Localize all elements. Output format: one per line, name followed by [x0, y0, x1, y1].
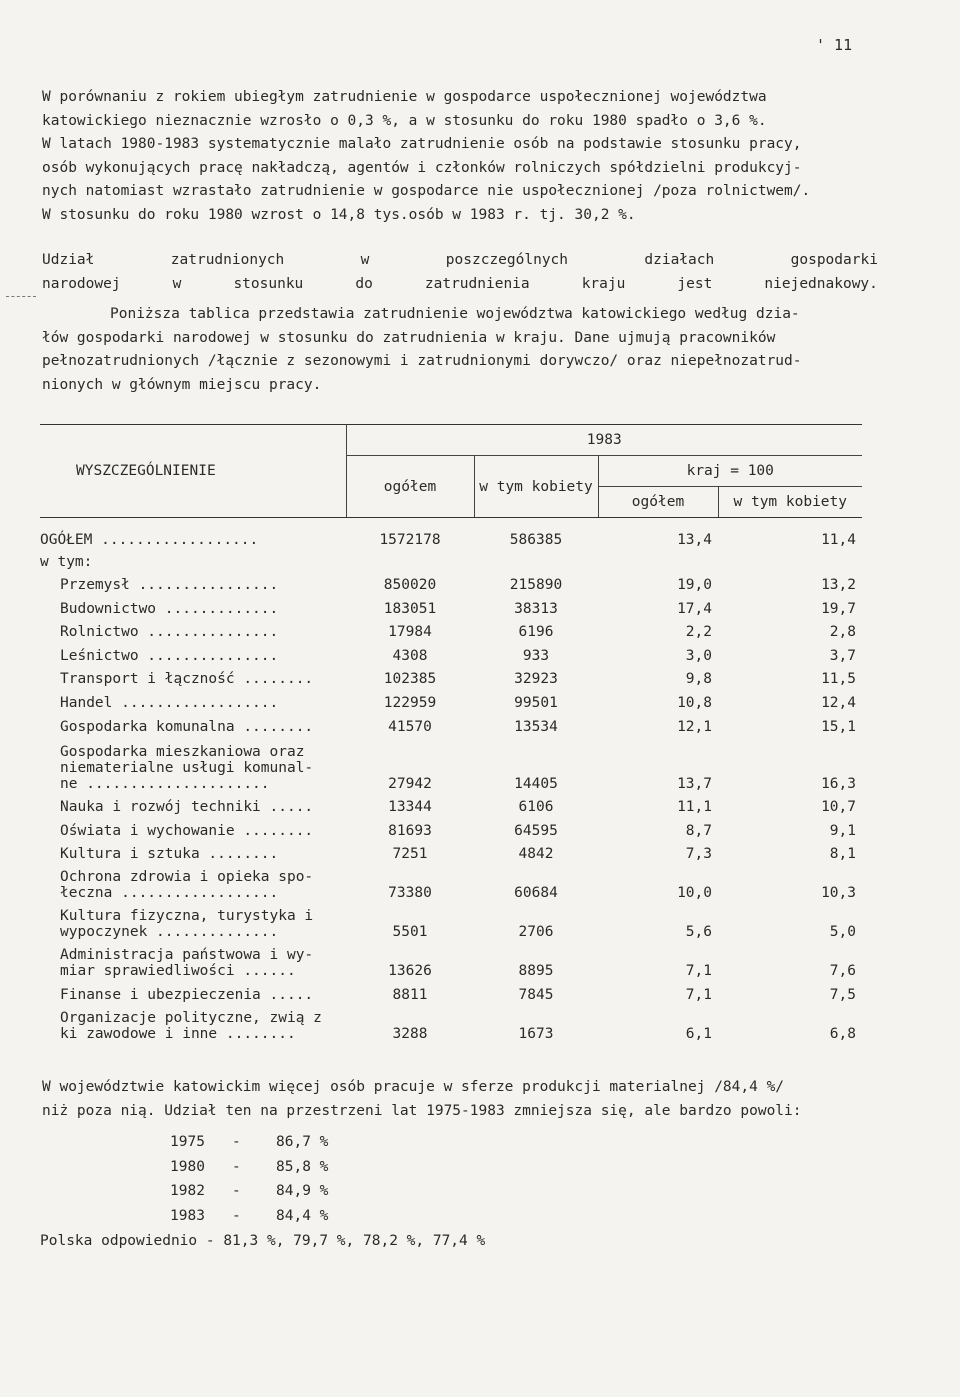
table-row	[40, 711, 862, 735]
cell-total: 13344	[388, 799, 432, 816]
cell-kraj-women: 11,4	[821, 531, 856, 548]
cell-kraj-women: 10,7	[821, 799, 856, 816]
cell-total: 27942	[388, 775, 432, 792]
polska-line: Polska odpowiednio - 81,3 %, 79,7 %, 78,2 %, 77,4 %	[40, 1233, 486, 1249]
cell-kraj-women: 16,3	[821, 775, 856, 792]
heading-word: działach	[644, 252, 715, 268]
cell-kraj-women: 7,6	[829, 963, 856, 980]
text-line: Poniższa tablica przedstawia zatrudnienie województwa katowickiego według dzia-	[110, 306, 800, 322]
table-intro-paragraph	[42, 303, 872, 397]
year-value: 85,8 %	[276, 1158, 329, 1175]
row-label: Finanse i ubezpieczenia .....	[60, 987, 314, 1004]
cell-women: 13534	[514, 718, 558, 735]
page-number: ' 11	[816, 36, 853, 54]
row-label: Administracja państwowa i wy- miar sprawiedliwości ......	[60, 947, 314, 980]
cell-kraj-women: 12,4	[821, 695, 856, 712]
cell-total: 13626	[388, 963, 432, 980]
cell-women: 14405	[514, 775, 558, 792]
heading-word: narodowej	[42, 276, 121, 292]
cell-total: 3288	[392, 1026, 428, 1043]
cell-kraj-total: 6,1	[685, 1026, 712, 1043]
column-header-year: 1983	[346, 425, 862, 456]
dash: -	[232, 1134, 241, 1150]
year-row	[170, 1155, 328, 1180]
cell-women	[474, 548, 598, 570]
cell-kraj-total: 7,1	[685, 963, 712, 980]
row-label: Gospodarka mieszkaniowa oraz niematerialne usługi komunal- ne .....................	[60, 743, 314, 792]
cell-women: 60684	[514, 885, 558, 902]
column-header-label: WYSZCZEGÓLNIENIE	[40, 425, 346, 518]
cell-women: 32923	[514, 671, 558, 688]
cell-kraj-total: 10,0	[677, 885, 712, 902]
cell-women: 38313	[514, 600, 558, 617]
cell-kraj-total: 13,4	[677, 531, 712, 548]
cell-women: 586385	[509, 531, 563, 548]
cell-kraj-women: 19,7	[821, 600, 856, 617]
heading-word: zatrudnionych	[170, 252, 285, 268]
year-value: 86,7 %	[276, 1134, 329, 1150]
cell-total: 73380	[388, 885, 432, 902]
row-label: Leśnictwo ...............	[60, 647, 279, 664]
text-line: osób wykonujących pracę nakładczą, agentów i członków rolniczych spółdzielni produkcyj-	[42, 159, 802, 176]
cell-kraj-total	[598, 548, 718, 570]
cell-kraj-total: 7,1	[685, 987, 712, 1004]
cell-total: 850020	[383, 577, 437, 594]
cell-total: 183051	[383, 600, 437, 617]
cell-total: 102385	[383, 671, 437, 688]
row-label: w tym:	[40, 553, 93, 570]
cell-kraj-total: 3,0	[685, 647, 712, 664]
cell-kraj-women: 8,1	[829, 846, 856, 863]
cell-kraj-total: 5,6	[685, 924, 712, 941]
table-row	[40, 979, 862, 1003]
heading-word: jest	[677, 276, 713, 292]
table-row	[40, 518, 862, 548]
cell-kraj-women: 9,1	[829, 822, 856, 839]
cell-total: 7251	[392, 846, 428, 863]
heading-word: Udział	[42, 252, 95, 268]
cell-women: 99501	[514, 695, 558, 712]
text-line: W województwie katowickim więcej osób pracuje w sferze produkcji materialnej /84,4 %/	[42, 1079, 785, 1095]
text-line: pełnozatrudnionych /łącznie z sezonowymi i zatrudnionymi dorywczo/ oraz niepełnozatrud-	[42, 353, 802, 369]
heading-word: gospodarki	[790, 252, 878, 268]
table-row	[40, 815, 862, 839]
column-header-women: w tym kobiety	[474, 456, 598, 518]
dash: -	[232, 1207, 241, 1224]
dash: -	[232, 1158, 241, 1175]
year: 1982	[170, 1183, 205, 1199]
column-header-kraj: kraj = 100	[598, 456, 862, 487]
cell-kraj-total: 9,8	[685, 671, 712, 688]
cell-kraj-total: 8,7	[685, 822, 712, 839]
row-label: Rolnictwo ...............	[60, 624, 279, 641]
cell-total: 5501	[392, 924, 428, 941]
year: 1975	[170, 1134, 205, 1150]
cell-women: 215890	[509, 577, 563, 594]
cell-women: 933	[522, 647, 550, 664]
table-row	[40, 862, 862, 901]
table-body	[40, 518, 862, 1043]
row-label: Kultura fizyczna, turystyka i wypoczynek ..............	[60, 908, 314, 941]
cell-women: 6106	[518, 799, 554, 816]
intro-paragraph	[42, 86, 872, 227]
text-line: nionych w głównym miejscu pracy.	[42, 376, 322, 393]
cell-kraj-women: 6,8	[829, 1026, 856, 1043]
text-line: W latach 1980-1983 systematycznie malało zatrudnienie osób na podstawie stosunku pracy,	[42, 136, 802, 152]
table-row	[40, 1003, 862, 1042]
column-header-total: ogółem	[346, 456, 474, 518]
cell-kraj-women: 7,5	[829, 987, 856, 1004]
section-heading	[42, 248, 878, 296]
year-row	[170, 1179, 328, 1204]
row-label: Przemysł ................	[60, 577, 279, 594]
cell-women: 6196	[518, 624, 554, 641]
column-header-kraj-women: w tym kobiety	[733, 494, 847, 510]
cell-women: 2706	[518, 924, 554, 941]
heading-line-1	[42, 248, 878, 272]
heading-line-2	[42, 272, 878, 296]
row-label: OGÓŁEM ..................	[40, 531, 259, 548]
row-label: Gospodarka komunalna ........	[60, 718, 314, 735]
cell-women: 4842	[518, 846, 554, 863]
cell-kraj-total: 13,7	[677, 775, 712, 792]
year-row	[170, 1130, 328, 1155]
column-header-kraj-total: ogółem	[598, 487, 718, 518]
text-line: W stosunku do roku 1980 wzrost o 14,8 tys.osób w 1983 r. tj. 30,2 %.	[42, 206, 636, 223]
heading-word: zatrudnienia	[424, 276, 530, 292]
cell-women: 8895	[518, 963, 554, 980]
cell-total	[346, 548, 474, 570]
employment-table	[40, 424, 862, 1042]
cell-kraj-women: 10,3	[821, 885, 856, 902]
year: 1980	[170, 1158, 205, 1175]
heading-word: w	[360, 252, 370, 268]
cell-kraj-total: 17,4	[677, 600, 712, 617]
cell-total: 4308	[392, 647, 428, 664]
table-row	[40, 792, 862, 816]
text-line: W porównaniu z rokiem ubiegłym zatrudnienie w gospodarce uspołecznionej województwa	[42, 89, 767, 105]
table-row	[40, 617, 862, 641]
cell-total: 122959	[383, 695, 437, 712]
table-row	[40, 735, 862, 792]
margin-dash	[6, 296, 36, 297]
row-label: Oświata i wychowanie ........	[60, 822, 314, 839]
row-label: Nauka i rozwój techniki .....	[60, 799, 314, 816]
row-label: Organizacje polityczne, zwią z ki zawodowe i inne ........	[60, 1010, 322, 1043]
year-value: 84,9 %	[276, 1183, 329, 1199]
table-row	[40, 664, 862, 688]
row-label: Kultura i sztuka ........	[60, 846, 279, 863]
year-value: 84,4 %	[276, 1207, 329, 1224]
cell-kraj-women: 3,7	[829, 647, 856, 664]
cell-kraj-women: 15,1	[821, 718, 856, 735]
table-row	[40, 940, 862, 979]
heading-word: stosunku	[233, 276, 304, 292]
year: 1983	[170, 1207, 205, 1224]
year-list	[170, 1130, 328, 1228]
table-row	[40, 687, 862, 711]
heading-word: poszczególnych	[445, 252, 569, 268]
row-label: Ochrona zdrowia i opieka spo- łeczna ..................	[60, 869, 314, 902]
text-line: katowickiego nieznacznie wzrosło o 0,3 %, a w stosunku do roku 1980 spadło o 3,6 %.	[42, 112, 767, 129]
cell-kraj-women: 5,0	[829, 924, 856, 941]
table-row	[40, 548, 862, 570]
text-line: łów gospodarki narodowej w stosunku do zatrudnienia w kraju. Dane ujmują pracowników	[42, 329, 776, 346]
text-line: nych natomiast wzrastało zatrudnienie w gospodarce nie uspołecznionej /poza rolnictwem/.	[42, 183, 811, 199]
cell-kraj-total: 11,1	[677, 799, 712, 816]
cell-total: 81693	[388, 822, 432, 839]
year-row	[170, 1204, 328, 1229]
row-label: Transport i łączność ........	[60, 671, 314, 688]
heading-word: do	[355, 276, 373, 292]
table-row	[40, 593, 862, 617]
conclusion-paragraph	[42, 1076, 872, 1123]
cell-total: 8811	[392, 987, 428, 1004]
cell-women: 64595	[514, 822, 558, 839]
row-label: Budownictwo .............	[60, 600, 279, 617]
table-row	[40, 839, 862, 863]
cell-kraj-total: 2,2	[685, 624, 712, 641]
cell-kraj-total: 10,8	[677, 695, 712, 712]
cell-women: 1673	[518, 1026, 554, 1043]
heading-word: niejednakowy.	[764, 276, 878, 292]
cell-kraj-women: 13,2	[821, 577, 856, 594]
dash: -	[232, 1183, 241, 1199]
cell-kraj-total: 19,0	[677, 577, 712, 594]
cell-kraj-women	[718, 548, 862, 570]
cell-women: 7845	[518, 987, 554, 1004]
table-row	[40, 640, 862, 664]
cell-kraj-women: 11,5	[821, 671, 856, 688]
cell-kraj-total: 12,1	[677, 718, 712, 735]
heading-word: w	[172, 276, 182, 292]
cell-kraj-total: 7,3	[685, 846, 712, 863]
table-row	[40, 570, 862, 594]
cell-kraj-women: 2,8	[829, 624, 856, 641]
cell-total: 41570	[388, 718, 432, 735]
row-label: Handel ..................	[60, 695, 279, 712]
cell-total: 1572178	[379, 531, 441, 548]
cell-total: 17984	[388, 624, 432, 641]
text-line: niż poza nią. Udział ten na przestrzeni lat 1975-1983 zmniejsza się, ale bardzo powoli:	[42, 1102, 802, 1119]
heading-word: kraju	[581, 276, 626, 292]
table-row	[40, 901, 862, 940]
